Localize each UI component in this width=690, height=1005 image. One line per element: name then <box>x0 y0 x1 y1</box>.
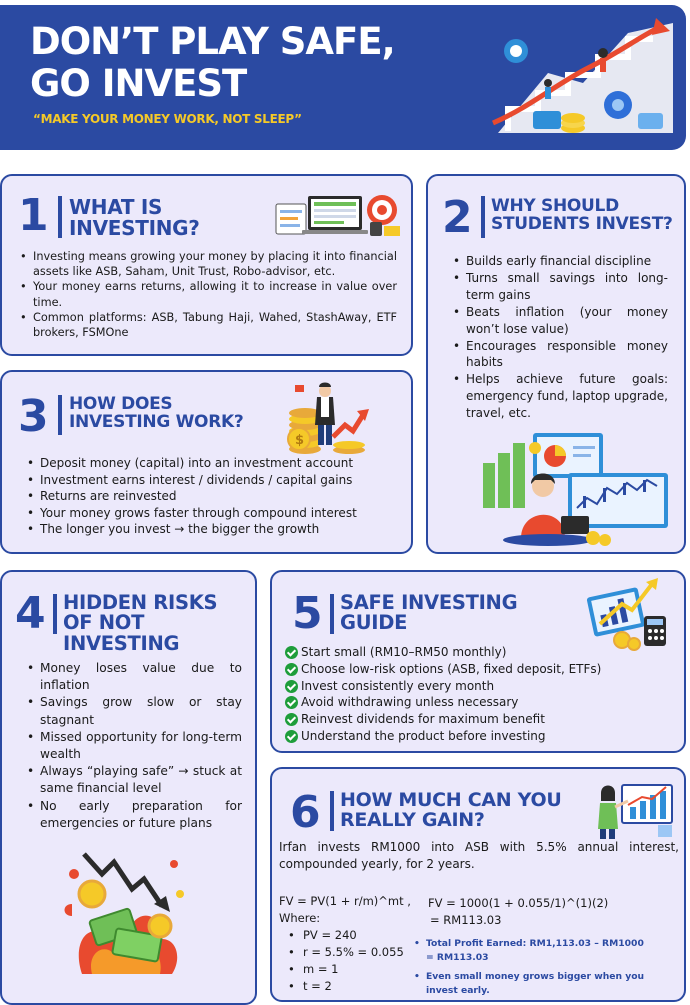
section-title-line2: STUDENTS INVEST? <box>491 213 673 234</box>
notes-list <box>414 937 682 998</box>
section-hidden-risks <box>0 570 257 1005</box>
list-item: • Missed opportunity for long-term wealth <box>24 729 242 763</box>
section-how-much-can-you-gain <box>270 767 686 1002</box>
section-divider <box>58 395 62 435</box>
section-checklist <box>285 644 680 745</box>
section-title-line1: WHAT IS <box>69 195 163 219</box>
list-item: • Beats inflation (your money won’t lose value) <box>450 304 668 338</box>
list-item <box>285 694 680 711</box>
section-number: 1 <box>18 190 49 241</box>
section-number: 3 <box>18 391 49 442</box>
section-title-line2: OF NOT <box>63 611 145 635</box>
note-line1: Total Profit Earned: RM1,113.03 – RM1000 <box>426 938 644 949</box>
list-item: • Turns small savings into long-term gains <box>450 270 668 304</box>
calculation-line2: = RM113.03 <box>430 913 502 927</box>
section-bullets <box>24 660 242 832</box>
list-item <box>285 644 680 661</box>
list-item-label: Avoid withdrawing unless necessary <box>301 695 519 710</box>
list-item: • Encourages responsible money habits <box>450 338 668 372</box>
section-divider <box>53 594 57 634</box>
section-title <box>63 593 217 654</box>
list-item: • Always “playing safe” → stuck at same financial level <box>24 763 242 797</box>
section-title-line2: REALLY GAIN? <box>340 808 485 831</box>
calculation-block <box>428 895 678 929</box>
variable-list <box>285 927 425 995</box>
list-item-label: Reinvest dividends for maximum benefit <box>301 712 545 727</box>
list-item <box>285 678 680 695</box>
section-title-line2: INVESTING? <box>69 216 200 240</box>
list-item: • The longer you invest → the bigger the growth <box>24 521 409 538</box>
section-bullets <box>24 455 409 538</box>
section-number: 5 <box>292 588 323 639</box>
businessman-coins-illustration <box>285 377 371 455</box>
section-number: 2 <box>442 192 473 243</box>
list-item: • Money loses value due to inflation <box>24 660 242 694</box>
formula-block <box>279 893 419 995</box>
note-line2: invest early. <box>426 985 490 996</box>
section-number: 4 <box>15 588 46 639</box>
page-title-line1: DON’T PLAY SAFE, <box>30 20 395 63</box>
list-item: • Returns are reinvested <box>24 488 409 505</box>
section-title-line1: HOW DOES <box>69 394 173 414</box>
svg-text:$: $ <box>295 433 305 448</box>
list-item: • Savings grow slow or stay stagnant <box>24 694 242 728</box>
section-title <box>69 197 200 239</box>
list-item: • Your money grows faster through compound interest <box>24 505 409 522</box>
section-divider <box>481 196 485 238</box>
list-item <box>285 661 680 678</box>
section-divider <box>330 791 334 831</box>
page-subtitle: “MAKE YOUR MONEY WORK, NOT SLEEP” <box>33 112 302 126</box>
section-how-does-investing-work <box>0 370 413 554</box>
list-item: • Helps achieve future goals: emergency fund, laptop upgrade, travel, etc. <box>450 371 668 422</box>
list-item-label: Choose low-risk options (ASB, fixed deposit, ETFs) <box>301 661 602 676</box>
woman-presenting-chart-illustration <box>596 781 676 839</box>
section-title <box>340 791 561 831</box>
trader-screens-illustration <box>473 428 673 548</box>
list-item <box>414 970 682 998</box>
section-bullets <box>450 253 668 422</box>
list-item-label: Invest consistently every month <box>301 678 495 693</box>
list-item <box>285 728 680 745</box>
list-item <box>414 937 682 965</box>
growth-staircase-illustration <box>488 13 678 145</box>
list-item: • Your money earns returns, allowing it to increase in value over time. <box>17 279 397 309</box>
falling-money-illustration <box>62 844 187 979</box>
list-item: • Investment earns interest / dividends / capital gains <box>24 472 409 489</box>
note-line1: Even small money grows bigger when you <box>426 971 645 982</box>
section-divider <box>58 196 62 238</box>
section-title-line1: SAFE INVESTING <box>340 591 518 614</box>
section-title-line2: INVESTING WORK? <box>69 411 244 432</box>
section-title <box>69 396 243 432</box>
check-icon <box>285 680 298 693</box>
section-title-line1: HOW MUCH CAN YOU <box>340 789 562 811</box>
check-icon <box>285 713 298 726</box>
list-item: • r = 5.5% = 0.055 <box>285 944 425 961</box>
section-title <box>340 593 517 634</box>
section-title <box>491 198 673 234</box>
note-line2: = RM113.03 <box>426 952 489 963</box>
laptop-target-illustration <box>274 190 404 240</box>
header-banner <box>0 5 686 150</box>
list-item <box>285 711 680 728</box>
check-icon <box>285 730 298 743</box>
list-item: • No early preparation for emergencies or future plans <box>24 798 242 832</box>
list-item-label: Start small (RM10–RM50 monthly) <box>301 645 507 659</box>
section-title-line2: GUIDE <box>340 611 408 635</box>
check-icon <box>285 696 298 709</box>
check-icon <box>285 663 298 676</box>
list-item: • m = 1 <box>285 961 425 978</box>
section-what-is-investing <box>0 174 413 356</box>
page-title-line2: GO INVEST <box>30 62 247 105</box>
calculation-line1: FV = 1000(1 + 0.055/1)^(1)(2) <box>428 896 609 910</box>
section-number: 6 <box>290 787 321 838</box>
section-bullets <box>17 249 397 340</box>
list-item: • t = 2 <box>285 978 425 995</box>
section-divider <box>330 594 334 634</box>
where-label: Where: <box>279 911 321 925</box>
bullet-dot: • <box>414 938 420 949</box>
section-safe-investing-guide <box>270 570 686 753</box>
formula-text: FV = PV(1 + r/m)^mt , <box>279 894 411 908</box>
list-item: • Investing means growing your money by placing it into financial assets like ASB, Saham, Unit Trust, Robo-advisor, etc. <box>17 249 397 279</box>
list-item: • Builds early financial discipline <box>450 253 668 270</box>
list-item-label: Understand the product before investing <box>301 728 546 743</box>
section-title-line1: WHY SHOULD <box>491 196 619 216</box>
list-item: • PV = 240 <box>285 927 425 944</box>
section-why-should-students-invest <box>426 174 686 554</box>
check-icon <box>285 646 298 659</box>
list-item: • Common platforms: ASB, Tabung Haji, Wahed, StashAway, ETF brokers, FSMOne <box>17 310 397 340</box>
bullet-dot: • <box>414 971 420 982</box>
example-intro: Irfan invests RM1000 into ASB with 5.5% annual interest, compounded yearly, for 2 years. <box>279 840 679 871</box>
section-title-line1: HIDDEN RISKS <box>63 591 218 614</box>
section-title-line3: INVESTING <box>63 631 180 655</box>
chart-calculator-illustration <box>582 574 674 652</box>
list-item: • Deposit money (capital) into an investment account <box>24 455 409 472</box>
